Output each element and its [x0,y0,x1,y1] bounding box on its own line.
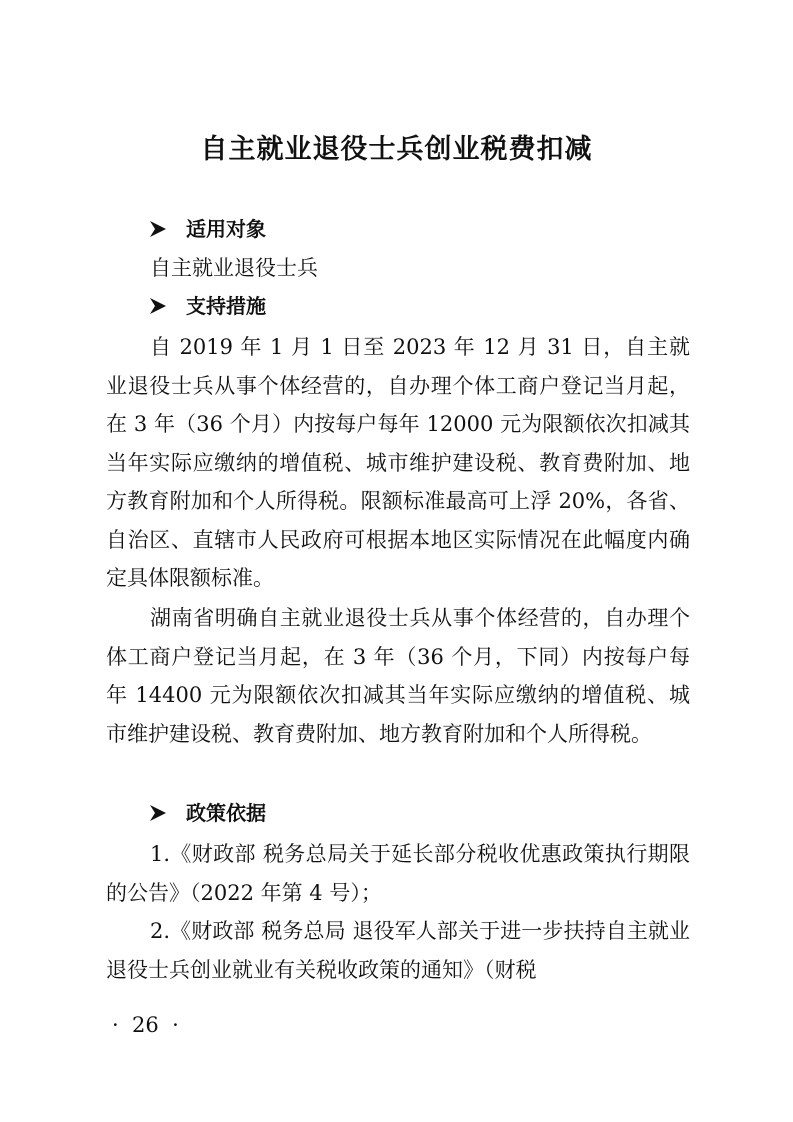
section-heading-measures [148,289,266,323]
section-heading-basis [148,796,266,830]
page-number: · 26 · [112,1013,179,1037]
arrowhead-bullet-icon [148,219,168,239]
page-title: 自主就业退役士兵创业税费扣减 [200,134,593,165]
section-heading-applicable [148,212,266,246]
measures-paragraph-1: 自 2019 年 1 月 1 日至 2023 年 12 月 31 日，自主就业退役士兵从事个体经营的，自办理个体工商户登记当月起，在 3 年（36 个月）内按每户每年 12000 元为限额依次扣减其当年实际应缴纳的增值税、城市维护建设税、教育费附加、地方教育附加和个人所得税。限额标准最高可上浮 20%，各省、自治区、直辖市人民政府可根据本地区实际情况在此幅度内确定具体限额标准。 [106,335,690,590]
basis-item-2: 2.《财政部 税务总局 退役军人部关于进一步扶持自主就业退役士兵创业就业有关税收政策的通知》（财税 [106,919,690,982]
section-heading-label: 政策依据 [186,801,266,825]
measures-paragraph-2: 湖南省明确自主就业退役士兵从事个体经营的，自办理个体工商户登记当月起，在 3 年（36 个月，下同）内按每户每年 14400 元为限额依次扣减其当年实际应缴纳的增值税、城市维护建设税、教育费附加、地方教育附加和个人所得税。 [106,606,690,746]
section-heading-label: 适用对象 [186,217,266,241]
applicable-content: 自主就业退役士兵 [150,256,318,280]
basis-item-1: 1.《财政部 税务总局关于延长部分税收优惠政策执行期限的公告》（2022 年第 4 号）； [106,842,690,905]
arrowhead-bullet-icon [148,296,168,316]
section-heading-label: 支持措施 [186,294,266,318]
arrowhead-bullet-icon [148,803,168,823]
